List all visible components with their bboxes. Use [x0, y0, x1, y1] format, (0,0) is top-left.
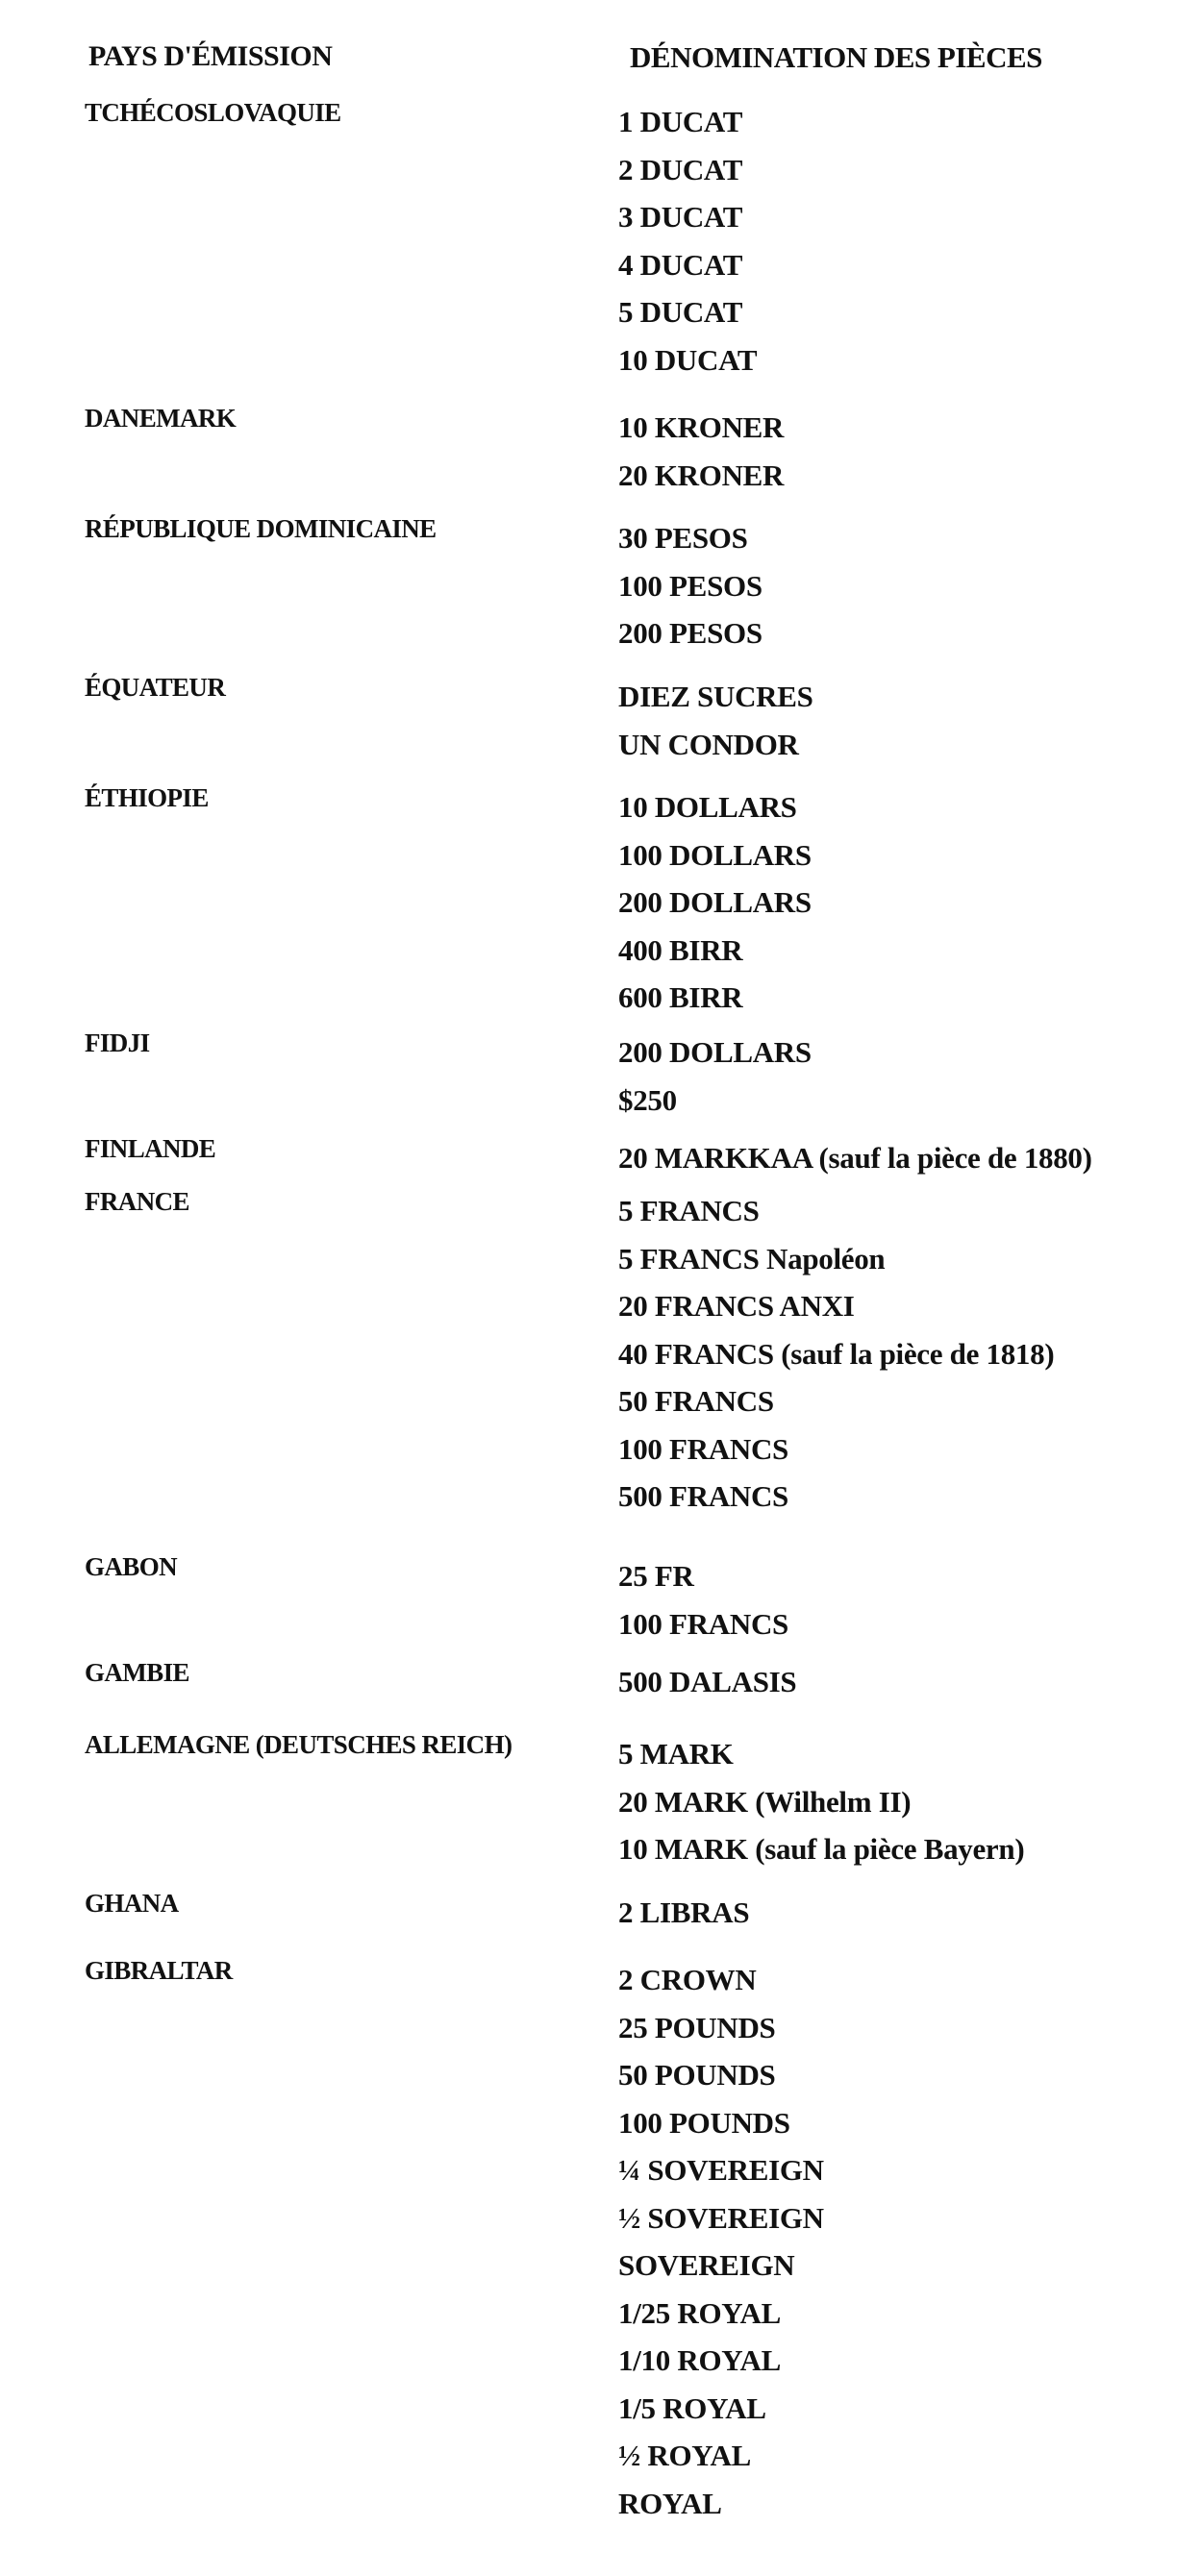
denomination-item: 200 PESOS: [618, 616, 762, 650]
denomination-item: 5 DUCAT: [618, 295, 743, 329]
denomination-list: [618, 514, 762, 657]
denomination-item: ROYAL: [618, 2486, 722, 2520]
denomination-item: 3 DUCAT: [618, 200, 743, 234]
country-name: GHANA: [85, 1889, 179, 1918]
denomination-list: [618, 1134, 1092, 1182]
denomination-list: [618, 1956, 824, 2527]
denomination-list: [618, 783, 812, 1022]
denomination-item: 1/5 ROYAL: [618, 2390, 766, 2425]
denomination-item: 20 FRANCS ANXI: [618, 1289, 855, 1323]
denomination-item: 1/25 ROYAL: [618, 2295, 781, 2330]
denomination-item: 100 FRANCS: [618, 1431, 788, 1466]
country-name: RÉPUBLIQUE DOMINICAINE: [85, 514, 437, 543]
denomination-item: 10 KRONER: [618, 410, 785, 444]
denomination-item: 200 DOLLARS: [618, 1035, 812, 1069]
denomination-item: 50 FRANCS: [618, 1384, 774, 1418]
denomination-list: [618, 98, 757, 384]
country-name: GABON: [85, 1552, 178, 1581]
denomination-item: 2 CROWN: [618, 1963, 757, 1996]
denomination-list: [618, 1658, 796, 1706]
denomination-item: 25 POUNDS: [618, 2010, 776, 2044]
denomination-item: 20 MARKKAA (sauf la pièce de 1880): [618, 1141, 1092, 1175]
denomination-item: SOVEREIGN: [618, 2248, 795, 2282]
denomination-item: 20 MARK (Wilhelm II): [618, 1784, 912, 1819]
denomination-item: 100 PESOS: [618, 568, 762, 603]
country-name: DANEMARK: [85, 404, 237, 433]
denomination-item: 5 MARK: [618, 1737, 734, 1771]
denomination-item: 5 FRANCS Napoléon: [618, 1241, 886, 1276]
country-name: GIBRALTAR: [85, 1956, 233, 1985]
denomination-item: $250: [618, 1082, 677, 1117]
denomination-item: 100 POUNDS: [618, 2105, 790, 2140]
denomination-item: UN CONDOR: [618, 727, 799, 761]
denomination-list: [618, 673, 813, 768]
denomination-item: 500 DALASIS: [618, 1665, 797, 1698]
denomination-item: 10 MARK (sauf la pièce Bayern): [618, 1832, 1025, 1866]
denomination-item: 20 KRONER: [618, 458, 785, 492]
denomination-list: [618, 1028, 812, 1124]
country-name: FINLANDE: [85, 1134, 216, 1163]
denomination-item: 10 DUCAT: [618, 342, 758, 377]
denomination-item: 1 DUCAT: [618, 105, 743, 138]
country-name: FRANCE: [85, 1187, 189, 1216]
denomination-item: 2 LIBRAS: [618, 1895, 750, 1929]
denomination-item: 2 DUCAT: [618, 152, 743, 186]
denomination-item: ½ ROYAL: [618, 2439, 752, 2472]
country-name: GAMBIE: [85, 1658, 189, 1687]
denomination-item: 200 DOLLARS: [618, 885, 812, 919]
denomination-item: 1/10 ROYAL: [618, 2343, 781, 2377]
denomination-list: [618, 1552, 788, 1647]
country-name: FIDJI: [85, 1028, 150, 1057]
country-column-header: PAYS D'ÉMISSION: [88, 40, 333, 72]
denomination-item: 100 FRANCS: [618, 1606, 788, 1641]
denomination-item: ½ SOVEREIGN: [618, 2200, 824, 2235]
denomination-item: 10 DOLLARS: [618, 790, 797, 824]
denomination-item: ¼ SOVEREIGN: [618, 2153, 824, 2187]
denomination-item: 4 DUCAT: [618, 247, 743, 282]
denomination-item: 30 PESOS: [618, 521, 748, 555]
denomination-item: 5 FRANCS: [618, 1194, 760, 1227]
denomination-item: 400 BIRR: [618, 932, 743, 967]
country-name: TCHÉCOSLOVAQUIE: [85, 98, 341, 127]
country-name: ÉTHIOPIE: [85, 783, 209, 812]
country-name: ALLEMAGNE (DEUTSCHES REICH): [85, 1730, 512, 1759]
denomination-list: [618, 1889, 749, 1937]
denomination-item: 25 FR: [618, 1559, 694, 1593]
denomination-item: 40 FRANCS (sauf la pièce de 1818): [618, 1336, 1055, 1371]
denomination-item: DIEZ SUCRES: [618, 680, 813, 713]
denomination-list: [618, 404, 784, 499]
denomination-column-header: DÉNOMINATION DES PIÈCES: [630, 40, 1042, 74]
denomination-item: 50 POUNDS: [618, 2058, 776, 2092]
denomination-list: [618, 1187, 1054, 1521]
denomination-item: 600 BIRR: [618, 980, 743, 1014]
denomination-list: [618, 1730, 1024, 1873]
denomination-item: 500 FRANCS: [618, 1479, 788, 1513]
denomination-item: 100 DOLLARS: [618, 837, 812, 872]
country-name: ÉQUATEUR: [85, 673, 226, 702]
